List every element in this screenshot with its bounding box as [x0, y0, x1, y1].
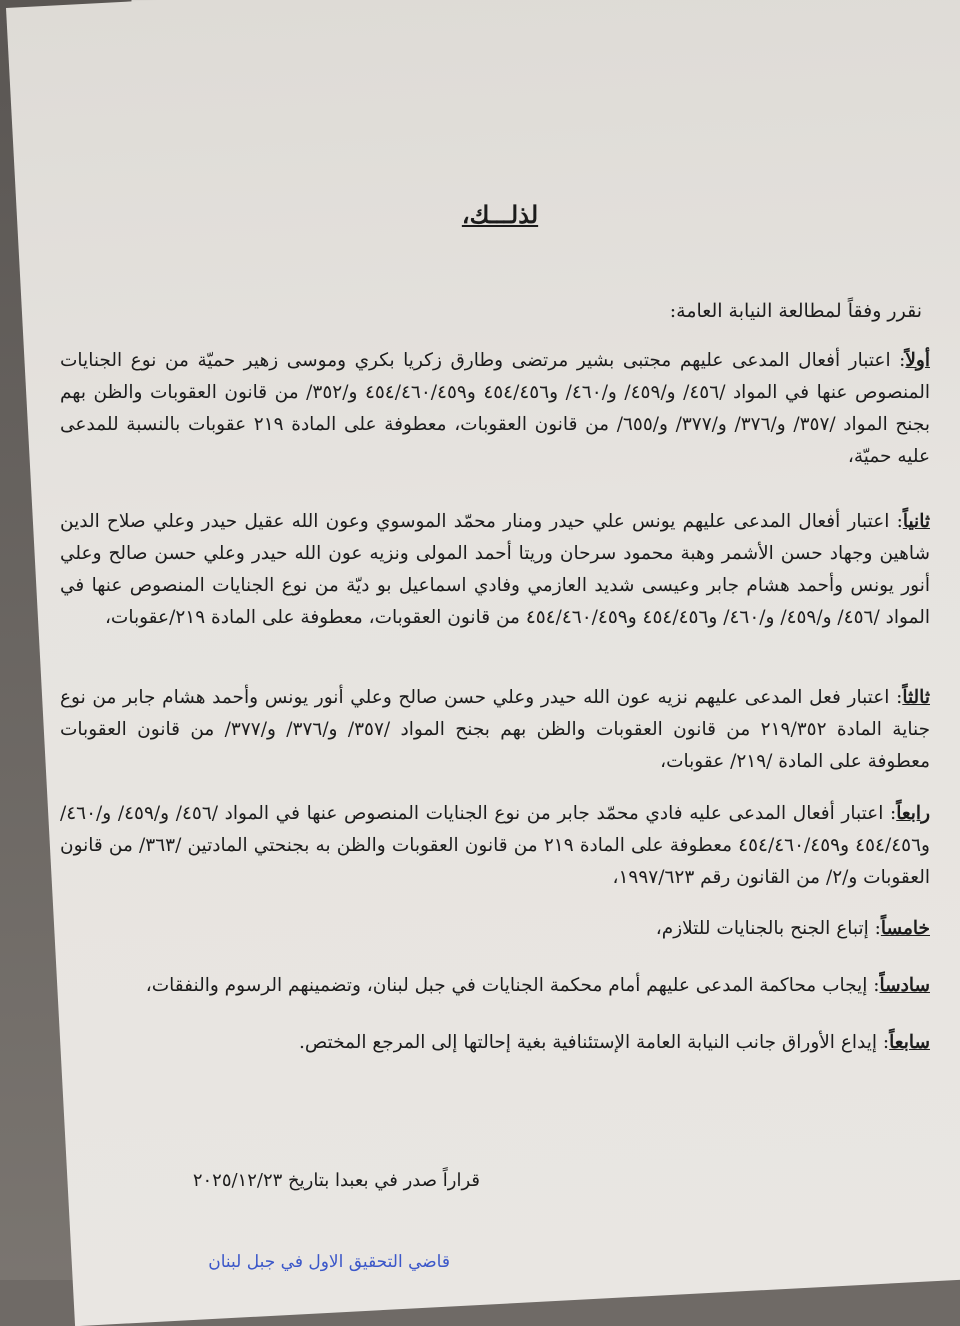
- document-title: لذلـــك،: [461, 200, 539, 229]
- clause-third: ثالثاً: اعتبار فعل المدعى عليهم نزيه عون الله حيدر وعلي حسن صالح وعلي أنور يونس وأحمد هشام جابر من نوع جناية المادة ٢١٩/٣٥٢ من قانون العقوبات والظن بهم بجنح المواد /٣٥٧/ و/٣٧٦/ و/٣٧٧/ من قانون العقوبات معطوفة على المادة /٢١٩/ عقوبات،: [60, 687, 931, 772]
- judge-stamp: قاضي التحقيق الاول في جبل لبنان: [208, 1252, 450, 1272]
- clause-first: أولاً: اعتبار أفعال المدعى عليهم مجتبى بشير مرتضى وطارق زكريا بكري وموسى زهير حميّة من نوع الجنايات المنصوص عنها في المواد /٤٥٦/ و/٤٥٩/ و/٤٦٠/ و٤٥٤/٤٥٦ و٤٥٤/٤٦٠/٤٥٩ و/٣٥٢/ من قانون العقوبات والظن بهم بجنح المواد /٣٥٧/ و/٣٧٦/ و/٣٧٧/ و/٦٥٥/ من قانون العقوبات، معطوفة على المادة ٢١٩ عقوبات بالنسبة للمدعى عليه حميّة،: [60, 350, 931, 467]
- clause-fifth: خامساً: إتباع الجنح بالجنايات للتلازم،: [655, 918, 930, 939]
- clause-label: ثالثاً: [902, 687, 930, 708]
- clause-label: رابعاً: [896, 803, 931, 824]
- issue-date-line: قراراً صدر في بعبدا بتاريخ ٢٠٢٥/١٢/٢٣: [192, 1170, 480, 1191]
- clause-text: اعتبار أفعال المدعى عليه فادي محمّد جابر من نوع الجنايات المنصوص عنها في المواد /٤٥٦/ و/٤٥٩/ و/٤٦٠/ و٤٥٤/٤٥٦ و٤٥٤/٤٦٠/٤٥٩ معطوفة على المادة ٢١٩ من قانون العقوبات والظن به بجنحتي المادتين /٣٦٣/ من قانون العقوبات و/٢/ من القانون رقم ١٩٩٧/٦٢٣،: [60, 803, 930, 888]
- clause-sixth: سادساً: إيجاب محاكمة المدعى عليهم أمام محكمة الجنايات في جبل لبنان، وتضمينهم الرسوم والنفقات،: [145, 975, 930, 996]
- clause-text: اعتبار أفعال المدعى عليهم يونس علي حيدر ومنار محمّد الموسوي وعون الله عقيل حيدر وعلي صلاح الدين شاهين وجهاد حسن الأشمر وهبة محمود سرحان وريتا أحمد المولى ونزيه عون الله حيدر وعلي حسن صالح وعلي أنور يونس وأحمد هشام جابر وعيسى شديد العازمي وفادي اسماعيل بو ديّة من نوع الجنايات المنصوص عنها في المواد /٤٥٦/ و/٤٥٩/ و/٤٦٠/ و٤٥٤/٤٥٦ و٤٥٤/٤٦٠/٤٥٩ من قانون العقوبات، معطوفة على المادة ٢١٩/عقوبات،: [60, 511, 930, 628]
- clause-second: ثانياً: اعتبار أفعال المدعى عليهم يونس علي حيدر ومنار محمّد الموسوي وعون الله عقيل حيدر وعلي صلاح الدين شاهين وجهاد حسن الأشمر وهبة محمود سرحان وريتا أحمد المولى ونزيه عون الله حيدر وعلي حسن صالح وعلي أنور يونس وأحمد هشام جابر وعيسى شديد العازمي وفادي اسماعيل بو ديّة من نوع الجنايات المنصوص عنها في المواد /٤٥٦/ و/٤٥٩/ و/٤٦٠/ و٤٥٤/٤٥٦ و٤٥٤/٤٦٠/٤٥٩ من قانون العقوبات، معطوفة على المادة ٢١٩/عقوبات،: [60, 511, 930, 628]
- clause-seventh: سابعاً: إيداع الأوراق جانب النيابة العامة الإستئنافية بغية إحالتها إلى المرجع المختص.: [298, 1032, 930, 1053]
- clause-text: إيجاب محاكمة المدعى عليهم أمام محكمة الجنايات في جبل لبنان، وتضمينهم الرسوم والنفقات،: [145, 975, 868, 996]
- clause-fourth: رابعاً: اعتبار أفعال المدعى عليه فادي محمّد جابر من نوع الجنايات المنصوص عنها في المواد /٤٥٦/ و/٤٥٩/ و/٤٦٠/ و٤٥٤/٤٥٦ و٤٥٤/٤٦٠/٤٥٩ معطوفة على المادة ٢١٩ من قانون العقوبات والظن به بجنحتي المادتين /٣٦٣/ من قانون العقوبات و/٢/ من القانون رقم ١٩٩٧/٦٢٣،: [60, 803, 931, 888]
- clause-text: اعتبار أفعال المدعى عليهم مجتبى بشير مرتضى وطارق زكريا بكري وموسى زهير حميّة من نوع الجنايات المنصوص عنها في المواد /٤٥٦/ و/٤٥٩/ و/٤٦٠/ و٤٥٤/٤٥٦ و٤٥٤/٤٦٠/٤٥٩ و/٣٥٢/ من قانون العقوبات والظن بهم بجنح المواد /٣٥٧/ و/٣٧٦/ و/٣٧٧/ و/٦٥٥/ من قانون العقوبات، معطوفة على المادة ٢١٩ عقوبات بالنسبة للمدعى عليه حميّة،: [60, 350, 931, 467]
- clause-text: إيداع الأوراق جانب النيابة العامة الإستئنافية بغية إحالتها إلى المرجع المختص.: [298, 1032, 878, 1053]
- clause-label: ثانياً: [902, 511, 930, 532]
- clause-label: أولاً: [905, 350, 930, 371]
- clause-text: اعتبار فعل المدعى عليهم نزيه عون الله حيدر وعلي حسن صالح وعلي أنور يونس وأحمد هشام جابر من نوع جناية المادة ٢١٩/٣٥٢ من قانون العقوبات والظن بهم بجنح المواد /٣٥٧/ و/٣٧٦/ و/٣٧٧/ من قانون العقوبات معطوفة على المادة /٢١٩/ عقوبات،: [60, 687, 931, 772]
- intro-line: نقرر وفقاً لمطالعة النيابة العامة:: [669, 300, 922, 322]
- clause-label: سادساً: [879, 975, 930, 996]
- clause-text: إتباع الجنح بالجنايات للتلازم،: [655, 918, 869, 939]
- clause-label: خامساً: [880, 918, 930, 939]
- clause-label: سابعاً: [889, 1032, 930, 1053]
